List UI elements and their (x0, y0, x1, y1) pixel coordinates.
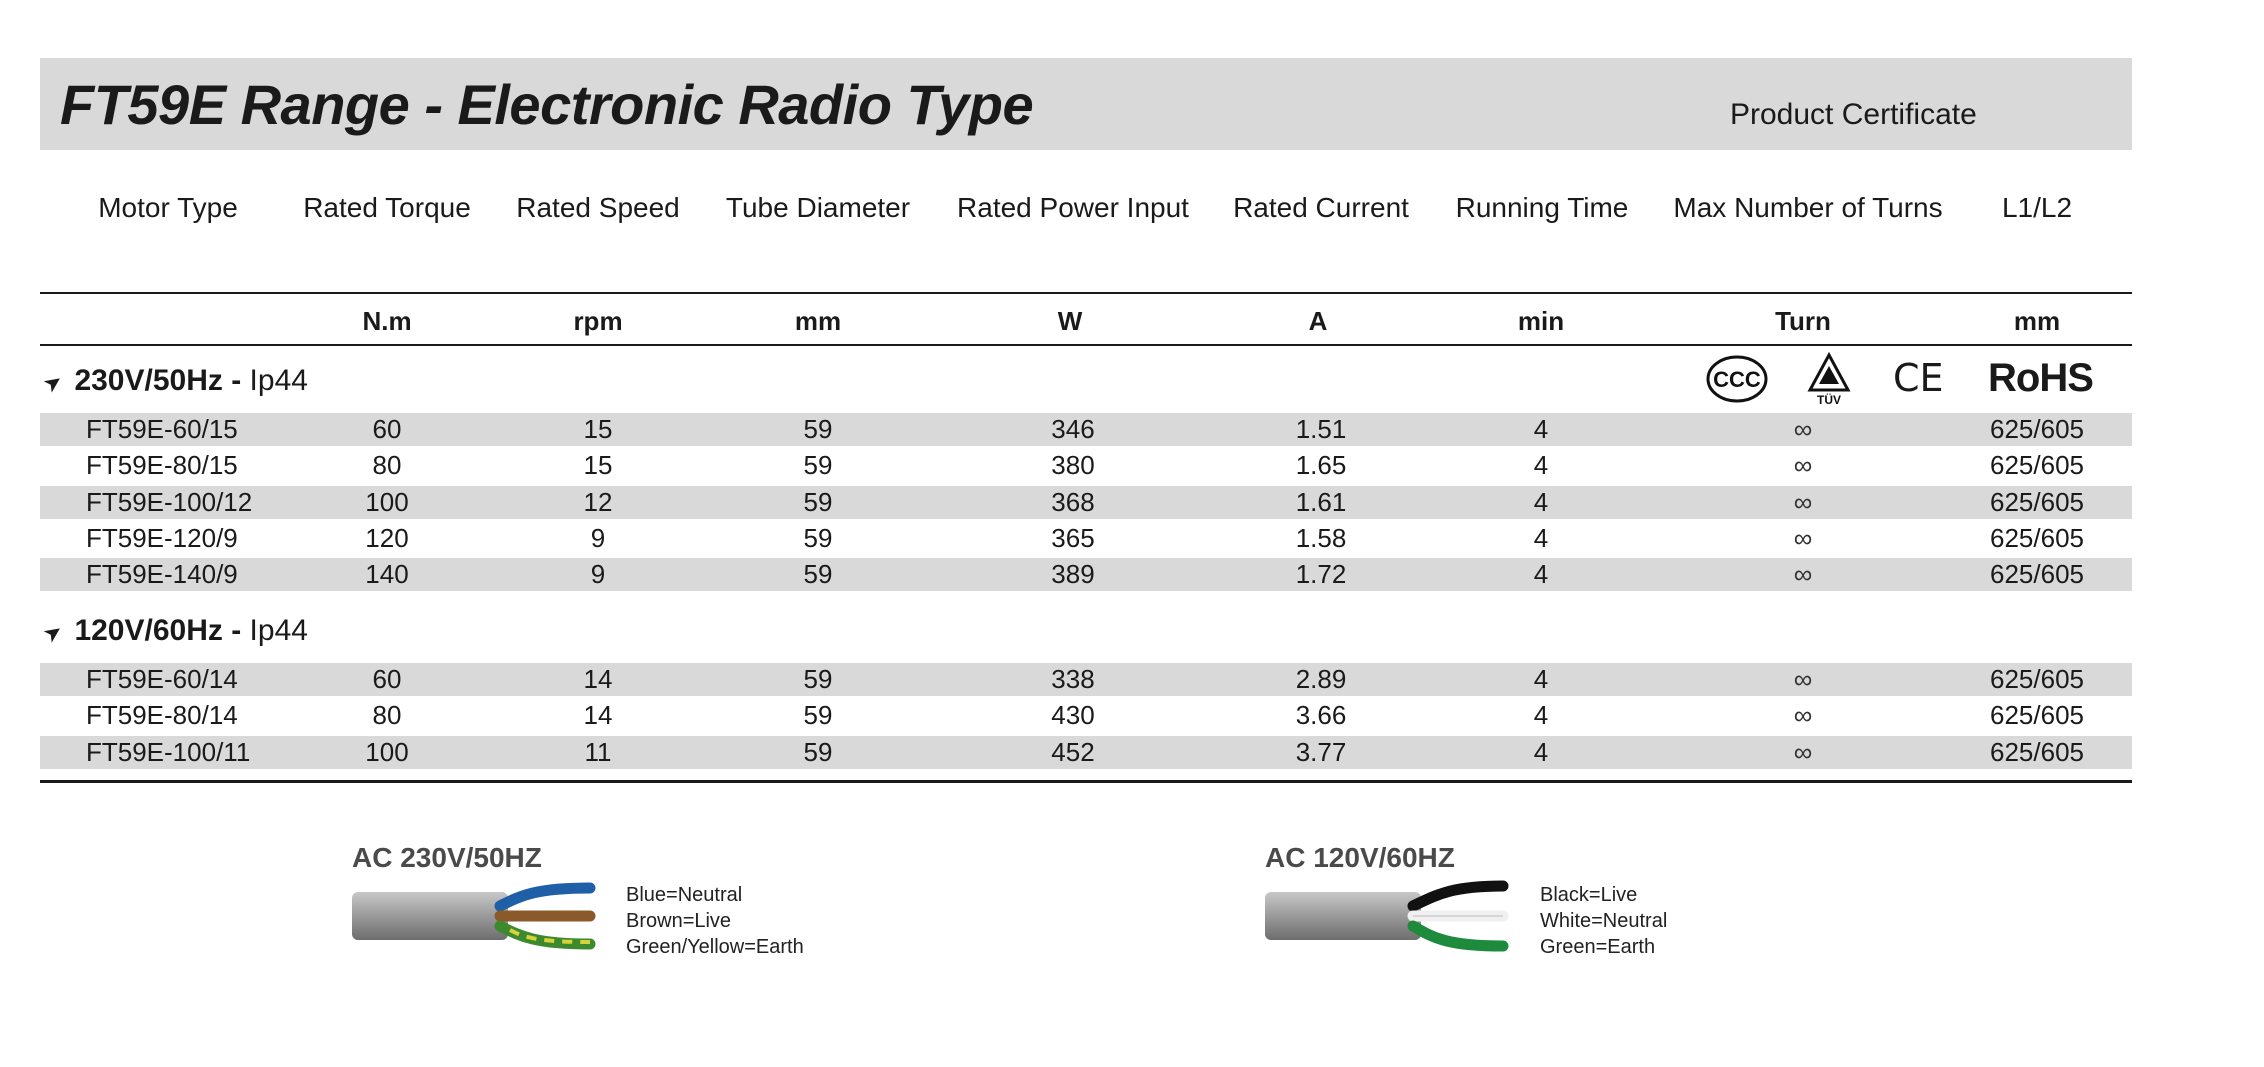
cell-l1l2: 625/605 (1990, 736, 2084, 767)
cell-time: 4 (1533, 559, 1549, 590)
svg-text:TÜV: TÜV (1817, 393, 1841, 406)
cell-turns: ∞ (1793, 736, 1813, 767)
header-rule-top (40, 292, 2132, 294)
cell-time: 4 (1533, 736, 1549, 767)
wire-label: Black=Live (1540, 884, 1638, 906)
cell-turns: ∞ (1793, 414, 1813, 444)
cell-speed: 12 (583, 486, 613, 517)
cell-current: 1.72 (1295, 559, 1347, 590)
rohs-certification-icon: RoHS (1988, 356, 2093, 400)
cell-l1l2: 625/605 (1990, 664, 2084, 694)
group-heading-120v: ➤ 120V/60Hz - Ip44 (38, 614, 308, 649)
wire-label: Blue=Neutral (626, 884, 743, 906)
cell-turns: ∞ (1793, 559, 1813, 590)
col-max-turns: Max Number of Turns (1673, 192, 1943, 223)
cell-turns: ∞ (1793, 450, 1813, 481)
cell-l1l2: 625/605 (1990, 486, 2084, 517)
cell-torque: 80 (372, 700, 402, 731)
unit-turns: Turn (1775, 306, 1831, 336)
cell-power: 452 (1051, 736, 1095, 767)
wiring-legend-230v (626, 882, 804, 960)
wiring-title-230v: AC 230V/50HZ (352, 842, 542, 873)
unit-l1l2: mm (2013, 306, 2061, 336)
cell-power: 346 (1051, 414, 1095, 444)
cell-speed: 15 (583, 414, 613, 444)
wire-label: Brown=Live (626, 910, 732, 932)
ccc-certification-icon (1706, 354, 1768, 409)
cell-tube: 59 (803, 414, 833, 444)
cell-time: 4 (1533, 522, 1549, 553)
wire-label: Green/Yellow=Earth (626, 936, 804, 958)
cell-tube: 59 (803, 700, 833, 731)
cell-current: 3.66 (1295, 700, 1347, 731)
unit-power: W (1057, 306, 1083, 336)
cell-l1l2: 625/605 (1990, 522, 2084, 553)
cell-model: FT59E-100/12 (86, 486, 253, 517)
wire-label: White=Neutral (1540, 910, 1668, 932)
cell-turns: ∞ (1793, 664, 1813, 694)
product-certificate-label: Product Certificate (1730, 98, 1977, 131)
cell-current: 2.89 (1295, 664, 1347, 694)
cell-tube: 59 (803, 559, 833, 590)
cable-230v-illustration (350, 876, 600, 961)
cell-turns: ∞ (1793, 522, 1813, 553)
cell-speed: 9 (590, 522, 606, 553)
cell-model: FT59E-60/14 (86, 664, 238, 694)
cell-current: 1.58 (1295, 522, 1347, 553)
cell-time: 4 (1533, 450, 1549, 481)
cell-current: 1.65 (1295, 450, 1347, 481)
cell-torque: 120 (365, 522, 409, 553)
cell-current: 1.61 (1295, 486, 1347, 517)
cell-time: 4 (1533, 414, 1549, 444)
col-tube-diameter: Tube Diameter (725, 192, 911, 223)
cell-l1l2: 625/605 (1990, 450, 2084, 481)
unit-torque: N.m (362, 306, 412, 336)
cell-turns: ∞ (1793, 700, 1813, 731)
col-motor-type: Motor Type (98, 192, 238, 223)
cell-power: 365 (1051, 522, 1095, 553)
col-l1l2: L1/L2 (2001, 192, 2073, 223)
cell-power: 380 (1051, 450, 1095, 481)
cell-torque: 100 (365, 486, 409, 517)
cable-120v-illustration (1263, 876, 1513, 961)
cell-power: 389 (1051, 559, 1095, 590)
cell-speed: 14 (583, 664, 613, 694)
cell-torque: 140 (365, 559, 409, 590)
cell-power: 430 (1051, 700, 1095, 731)
unit-current: A (1308, 306, 1328, 336)
col-rated-power-input: Rated Power Input (957, 192, 1189, 223)
cell-current: 1.51 (1295, 414, 1347, 444)
wire-label: Green=Earth (1540, 936, 1656, 958)
cell-model: FT59E-80/14 (86, 700, 238, 731)
cell-model: FT59E-60/15 (86, 414, 238, 444)
cell-l1l2: 625/605 (1990, 700, 2084, 731)
cell-current: 3.77 (1295, 736, 1347, 767)
header-rule-bottom (40, 344, 2132, 346)
wiring-title-120v: AC 120V/60HZ (1265, 842, 1455, 873)
cell-torque: 100 (365, 736, 409, 767)
cell-time: 4 (1533, 664, 1549, 694)
cell-tube: 59 (803, 450, 833, 481)
cell-torque: 60 (372, 664, 402, 694)
cell-model: FT59E-120/9 (86, 522, 238, 553)
cell-speed: 15 (583, 450, 613, 481)
cell-time: 4 (1533, 486, 1549, 517)
col-rated-speed: Rated Speed (516, 192, 680, 223)
cell-speed: 14 (583, 700, 613, 731)
cell-model: FT59E-100/11 (86, 736, 251, 767)
cell-l1l2: 625/605 (1990, 414, 2084, 444)
cell-tube: 59 (803, 486, 833, 517)
cell-l1l2: 625/605 (1990, 559, 2084, 590)
col-rated-current: Rated Current (1233, 192, 1409, 223)
group-heading-230v: ➤ 230V/50Hz - Ip44 (38, 364, 308, 399)
page-title: FT59E Range - Electronic Radio Type (60, 73, 1034, 136)
cell-torque: 60 (372, 414, 402, 444)
cell-tube: 59 (803, 736, 833, 767)
arrow-icon: ➤ (38, 617, 68, 649)
svg-text:CCC: CCC (1713, 367, 1761, 392)
cell-speed: 11 (584, 736, 612, 767)
table-bottom-rule (40, 780, 2132, 783)
cell-power: 338 (1051, 664, 1095, 694)
ce-certification-icon: CE (1893, 356, 1944, 400)
wiring-legend-120v (1540, 882, 1667, 960)
arrow-icon: ➤ (38, 367, 68, 399)
cell-tube: 59 (803, 664, 833, 694)
tuv-certification-icon (1806, 352, 1852, 411)
cell-turns: ∞ (1793, 486, 1813, 517)
cell-speed: 9 (590, 559, 606, 590)
cell-model: FT59E-140/9 (86, 559, 238, 590)
cell-power: 368 (1051, 486, 1095, 517)
unit-speed: rpm (573, 306, 623, 336)
cell-model: FT59E-80/15 (86, 450, 238, 481)
unit-tube: mm (794, 306, 842, 336)
cell-tube: 59 (803, 522, 833, 553)
cell-time: 4 (1533, 700, 1549, 731)
col-running-time: Running Time (1455, 192, 1629, 223)
col-rated-torque: Rated Torque (303, 192, 471, 223)
unit-time: min (1517, 306, 1565, 336)
cell-torque: 80 (372, 450, 402, 481)
